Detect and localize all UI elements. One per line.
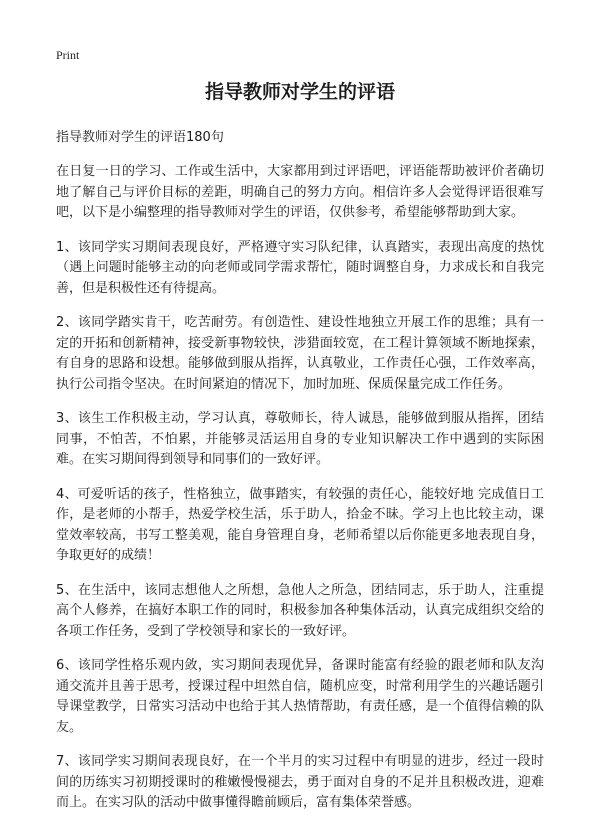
- comment-paragraph-2: 2、该同学踏实肯干，吃苦耐劳。有创造性、建设性地独立开展工作的思维；具有一定的开拓和创新精神，接受新事物较快，涉猎面较宽，在工程计算领域不断地探索，有自身的思路和设想。能够做到服从指挥，认真敬业，工作责任心强，工作效率高，执行公司指令坚决。在时间紧迫的情况下，加时加班、保质保量完成工作任务。: [56, 315, 544, 392]
- comment-paragraph-5: 5、在生活中，该同志想他人之所想，急他人之所急，团结同志，乐于助人，注重提高个人修养，在搞好本职工作的同时，积极参加各种集体活动，认真完成组织交给的各项工作任务，受到了学校领导和家长的一致好评。: [56, 582, 544, 639]
- document-title: 指导教师对学生的评语: [204, 81, 395, 103]
- document-subtitle: 指导教师对学生的评语180句: [56, 130, 224, 145]
- intro-paragraph: 在日复一日的学习、工作或生活中，大家都用到过评语吧，评语能帮助被评价者确切地了解自己与评价目标的差距，明确自己的努力方向。相信许多人会觉得评语很难写吧，以下是小编整理的指导教师对学生的评语，仅供参考，希望能够帮助到大家。: [56, 164, 544, 220]
- comment-paragraph-7: 7、该同学实习期间表现良好，在一个半月的实习过程中有明显的进步，经过一段时间的历练实习初期授课时的稚嫩慢慢褪去，勇于面对自身的不足并且积极改进，迎难而上。在实习队的活动中做事懂得瞻前顾后，富有集体荣誉感。: [56, 754, 544, 810]
- comment-paragraph-4: 4、可爱听话的孩子，性格独立，做事踏实，有较强的责任心，能较好地 完成值日工作，是老师的小帮手，热爱学校生活，乐于助人，拾金不昧。学习上也比较主动，课堂效率较高，书写工整美观，能自身管理自身，老师希望以后你能更多地表现自身，争取更好的成绩！: [56, 486, 544, 563]
- comment-paragraph-3: 3、该生工作积极主动，学习认真，尊敬师长，待人诚恳，能够做到服从指挥，团结同事，不怕苦，不怕累，并能够灵活运用自身的专业知识解决工作中遇到的实际困难。在实习期间得到领导和同事们的一致好评。: [56, 411, 544, 467]
- comment-paragraph-6: 6、该同学性格乐观内敛，实习期间表现优异，备课时能富有经验的跟老师和队友沟通交流并且善于思考，授课过程中坦然自信，随机应变，时常利用学生的兴趣话题引导课堂教学，日常实习活动中也给于其人热情帮助，有责任感，是一个值得信赖的队友。: [56, 658, 544, 735]
- print-link[interactable]: Print: [56, 48, 80, 62]
- comment-paragraph-1: 1、该同学实习期间表现良好，严格遵守实习队纪律，认真踏实，表现出高度的热忱（遇上问题时能够主动的向老师或同学需求帮忙，随时调整自身，力求成长和自我完善，但是积极性还有待提高。: [56, 239, 544, 296]
